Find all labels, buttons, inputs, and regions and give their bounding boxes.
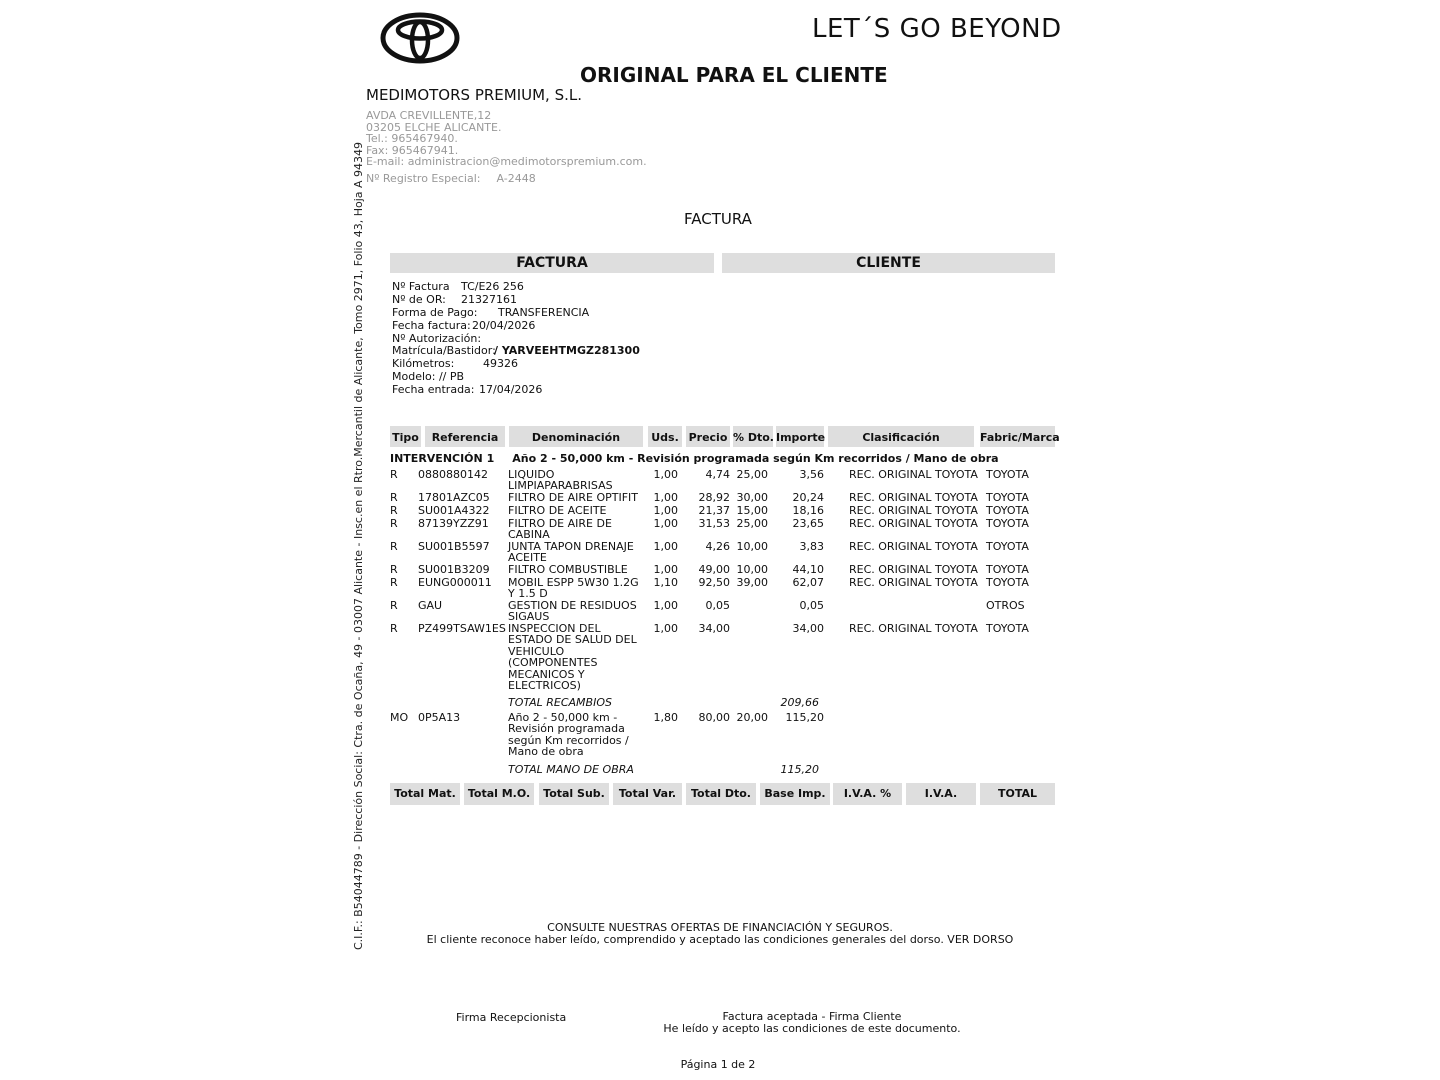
table-row-den: FILTRO DE ACEITE <box>508 504 607 517</box>
footer-notice <box>0 922 1440 946</box>
iva-percent: I.V.A. % <box>833 783 902 805</box>
labor-row-ref: 0P5A13 <box>418 711 461 724</box>
factura-title: FACTURA <box>684 210 752 228</box>
table-row-tipo: R <box>390 540 398 553</box>
table-row-uds: 1,00 <box>653 599 678 612</box>
labor-row-den: Año 2 - 50,000 km - Revisión programada según Km recorridos / Mano de obra <box>508 711 629 759</box>
table-row-importe: 3,56 <box>799 468 824 481</box>
table-row-tipo: R <box>390 576 398 589</box>
table-row-marca: TOYOTA <box>986 540 1029 553</box>
total-mo: Total M.O. <box>464 783 534 805</box>
table-row-tipo: R <box>390 563 398 576</box>
table-row-precio: 49,00 <box>698 563 730 576</box>
table-row-uds: 1,00 <box>653 504 678 517</box>
table-row-dto: 15,00 <box>736 504 768 517</box>
table-row-marca: TOYOTA <box>986 563 1029 576</box>
total-mo-label: TOTAL MANO DE OBRA <box>508 763 634 776</box>
table-row-clas: REC. ORIGINAL TOYOTA <box>849 468 978 481</box>
table-row-marca: TOYOTA <box>986 491 1029 504</box>
table-row-tipo: R <box>390 491 398 504</box>
toyota-logo-icon <box>380 12 460 64</box>
section-cliente: CLIENTE <box>722 253 1055 273</box>
address-line: AVDA CREVILLENTE,12 <box>366 109 492 122</box>
table-row-tipo: R <box>390 622 398 635</box>
total-mo-value: 115,20 <box>780 763 819 776</box>
table-row-importe: 0,05 <box>799 599 824 612</box>
table-row-dto: 10,00 <box>736 540 768 553</box>
table-row-uds: 1,00 <box>653 540 678 553</box>
table-row-marca: TOYOTA <box>986 622 1029 635</box>
table-row-ref: EUNG000011 <box>418 576 492 589</box>
table-row-importe: 44,10 <box>792 563 824 576</box>
table-row-dto: 25,00 <box>736 517 768 530</box>
table-row-den: LIQUIDO LIMPIAPARABRISAS <box>508 468 613 493</box>
table-row-den: FILTRO DE AIRE OPTIFIT <box>508 491 639 504</box>
legal-vertical-text: C.I.F.: B54044789 - Dirección Social: Ctra. de Ocaña, 49 - 03007 Alicante - Insc.en el Rtro.Mercantil de Alicante, Tomo 2971, Folio 43, Hoja A 94349 <box>352 141 365 950</box>
address-line: 03205 ELCHE ALICANTE. <box>366 120 502 134</box>
table-row-marca: TOYOTA <box>986 576 1029 589</box>
table-row-marca: TOYOTA <box>986 468 1029 481</box>
footer-line-2: El cliente reconoce haber leído, comprendido y aceptado las condiciones generales del dorso. VER DORSO <box>426 933 1014 946</box>
table-row-importe: 34,00 <box>792 622 824 635</box>
table-row-clas: REC. ORIGINAL TOYOTA <box>849 504 978 517</box>
signature-client: Factura aceptada - Firma Cliente He leído y acepto las condiciones de este documento. <box>663 1010 961 1035</box>
table-row-den: MOBIL ESPP 5W30 1.2G Y 1.5 D <box>508 576 639 601</box>
table-row-clas: REC. ORIGINAL TOYOTA <box>849 540 978 553</box>
table-row-importe: 23,65 <box>792 517 824 530</box>
footer-line-1: CONSULTE NUESTRAS OFERTAS DE FINANCIACIÓN Y SEGUROS. <box>547 921 893 934</box>
th-importe: Importe <box>776 426 824 447</box>
table-row-precio: 0,05 <box>705 599 730 612</box>
slogan: LET´S GO BEYOND <box>812 14 1062 44</box>
th-dto: % Dto. <box>733 426 773 447</box>
table-row-dto: 25,00 <box>736 468 768 481</box>
table-row-den: GESTION DE RESIDUOS SIGAUS <box>508 599 637 624</box>
company-name: MEDIMOTORS PREMIUM, S.L. <box>366 86 583 104</box>
table-row-uds: 1,00 <box>653 468 678 481</box>
registro-especial: Nº Registro Especial: A-2448 <box>366 172 536 185</box>
table-row-ref: 17801AZC05 <box>418 491 490 504</box>
page-number: Página 1 de 2 <box>680 1058 756 1071</box>
table-row-precio: 92,50 <box>698 576 730 589</box>
table-row-uds: 1,00 <box>653 563 678 576</box>
table-row-dto: 10,00 <box>736 563 768 576</box>
table-row-den: FILTRO COMBUSTIBLE <box>508 563 628 576</box>
labor-row-tipo: MO <box>390 711 409 724</box>
table-row-precio: 28,92 <box>698 491 730 504</box>
table-row-tipo: R <box>390 504 398 517</box>
th-precio: Precio <box>686 426 730 447</box>
table-row-ref: SU001B5597 <box>418 540 490 553</box>
labor-row-dto: 20,00 <box>736 711 768 724</box>
table-row-clas: REC. ORIGINAL TOYOTA <box>849 517 978 530</box>
total-recambios-value: 209,66 <box>780 696 819 709</box>
base-imp: Base Imp. <box>760 783 830 805</box>
th-referencia: Referencia <box>425 426 505 447</box>
table-row-ref: SU001A4322 <box>418 504 490 517</box>
total-recambios-label: TOTAL RECAMBIOS <box>508 696 612 709</box>
table-row-tipo: R <box>390 468 398 481</box>
signature-receptionist: Firma Recepcionista <box>456 1011 567 1024</box>
table-row-uds: 1,10 <box>653 576 678 589</box>
table-row-importe: 3,83 <box>799 540 824 553</box>
th-clasificacion: Clasificación <box>828 426 974 447</box>
table-row-ref: GAU <box>418 599 443 612</box>
labor-row-precio: 80,00 <box>698 711 730 724</box>
table-row-uds: 1,00 <box>653 517 678 530</box>
table-row-marca: TOYOTA <box>986 517 1029 530</box>
table-row-importe: 18,16 <box>792 504 824 517</box>
table-row-dto: 39,00 <box>736 576 768 589</box>
intervention-line: INTERVENCIÓN 1 Año 2 - 50,000 km - Revisión programada según Km recorridos / Mano de obra <box>390 452 999 465</box>
table-row-uds: 1,00 <box>653 622 678 635</box>
total: TOTAL <box>980 783 1055 805</box>
table-row-ref: 0880880142 <box>418 468 488 481</box>
total-var: Total Var. <box>613 783 682 805</box>
table-row-tipo: R <box>390 517 398 530</box>
th-tipo: Tipo <box>390 426 421 447</box>
labor-row-importe: 115,20 <box>785 711 824 724</box>
total-mat: Total Mat. <box>390 783 460 805</box>
table-row-clas: REC. ORIGINAL TOYOTA <box>849 576 978 589</box>
table-row-uds: 1,00 <box>653 491 678 504</box>
table-row-clas: REC. ORIGINAL TOYOTA <box>849 563 978 576</box>
table-row-precio: 4,26 <box>705 540 730 553</box>
table-row-ref: PZ499TSAW1ES <box>418 622 506 635</box>
address-line: Fax: 965467941. <box>366 143 459 157</box>
table-row-precio: 34,00 <box>698 622 730 635</box>
table-row-marca: OTROS <box>986 599 1025 612</box>
table-row-marca: TOYOTA <box>986 504 1029 517</box>
iva: I.V.A. <box>906 783 976 805</box>
address-line: Tel.: 965467940. <box>366 132 458 146</box>
th-denominacion: Denominación <box>509 426 643 447</box>
section-factura: FACTURA <box>390 253 714 273</box>
total-dto: Total Dto. <box>686 783 756 805</box>
address-line: E-mail: administracion@medimotorspremium.com. <box>366 155 647 169</box>
table-row-importe: 62,07 <box>792 576 824 589</box>
th-fabric-marca: Fabric/Marca <box>980 426 1055 447</box>
table-row-clas: REC. ORIGINAL TOYOTA <box>849 491 978 504</box>
table-row-ref: SU001B3209 <box>418 563 490 576</box>
table-row-den: INSPECCION DEL ESTADO DE SALUD DEL VEHICULO (COMPONENTES MECANICOS Y ELECTRICOS) <box>508 622 637 693</box>
table-row-precio: 31,53 <box>698 517 730 530</box>
labor-row-uds: 1,80 <box>653 711 678 724</box>
table-row-dto: 30,00 <box>736 491 768 504</box>
table-row-precio: 4,74 <box>705 468 730 481</box>
table-row-clas: REC. ORIGINAL TOYOTA <box>849 622 978 635</box>
table-row-den: JUNTA TAPON DRENAJE ACEITE <box>508 540 634 565</box>
table-row-tipo: R <box>390 599 398 612</box>
table-row-den: FILTRO DE AIRE DE CABINA <box>508 517 612 542</box>
company-address <box>366 110 647 168</box>
table-row-precio: 21,37 <box>698 504 730 517</box>
table-row-ref: 87139YZZ91 <box>418 517 489 530</box>
table-row-importe: 20,24 <box>792 491 824 504</box>
th-uds: Uds. <box>648 426 682 447</box>
total-sub: Total Sub. <box>539 783 609 805</box>
